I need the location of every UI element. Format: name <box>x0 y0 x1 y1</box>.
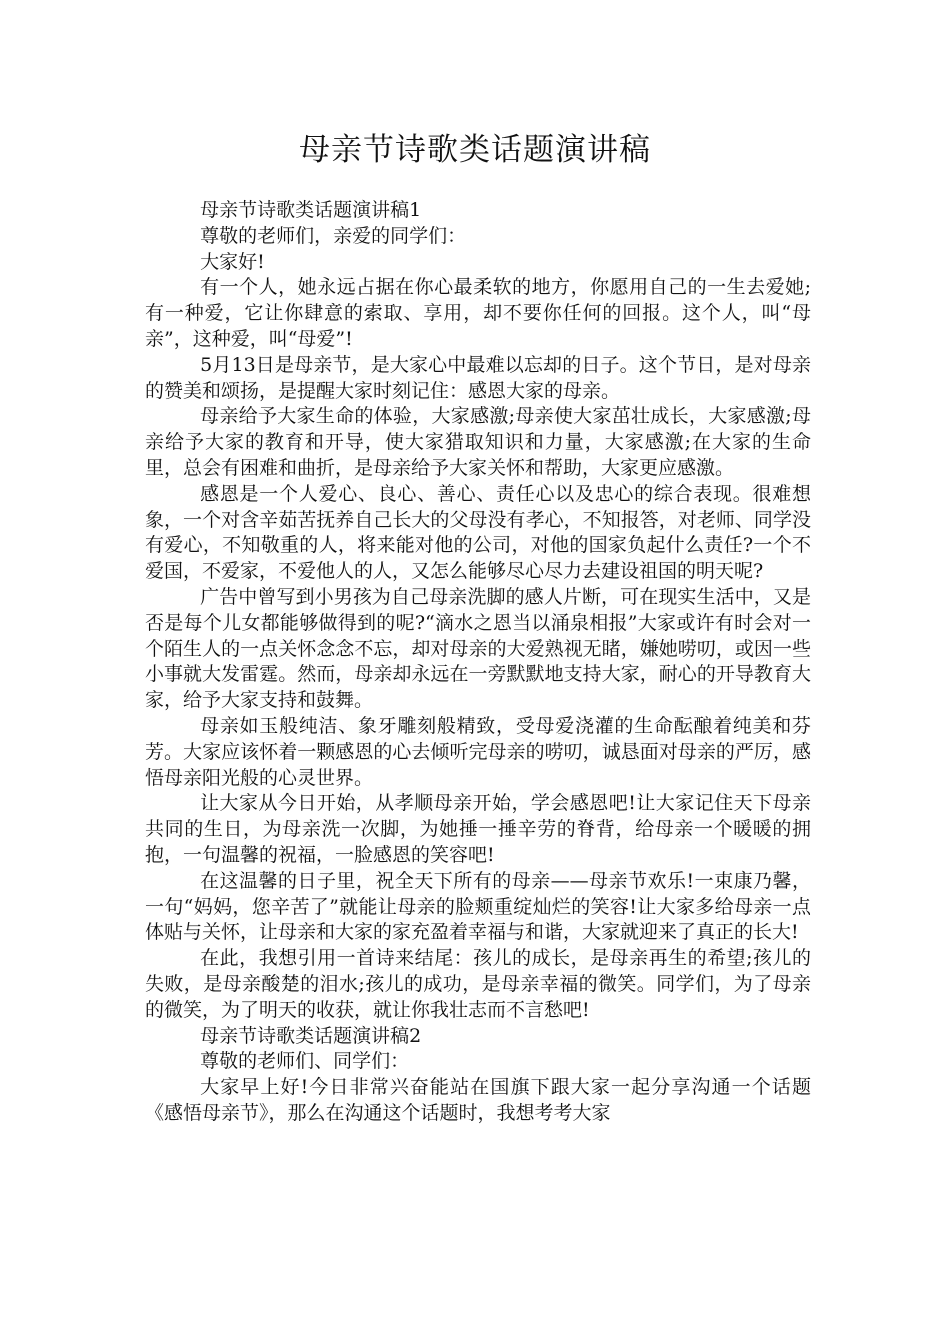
paragraph: 让大家从今日开始，从孝顺母亲开始，学会感恩吧!让大家记住天下母亲共同的生日，为母亲洗一次脚，为她捶一捶辛劳的脊背，给母亲一个暖暖的拥抱，一句温馨的祝福，一脸感恩的笑容吧! <box>145 792 811 866</box>
document-title: 母亲节诗歌类话题演讲稿 <box>299 132 651 168</box>
document-body <box>145 198 811 1127</box>
section-heading-1: 母亲节诗歌类话题演讲稿1 <box>200 199 422 221</box>
paragraph: 大家早上好!今日非常兴奋能站在国旗下跟大家一起分享沟通一个话题《感悟母亲节》，那么在沟通这个话题时，我想考考大家 <box>145 1076 811 1124</box>
paragraph: 在此，我想引用一首诗来结尾：孩儿的成长，是母亲再生的希望;孩儿的失败，是母亲酸楚的泪水;孩儿的成功，是母亲幸福的微笑。同学们，为了母亲的微笑，为了明天的收获，就让你我壮志而不言愁吧! <box>145 947 811 1021</box>
paragraph: 母亲给予大家生命的体验，大家感激;母亲使大家茁壮成长，大家感激;母亲给予大家的教育和开导，使大家猎取知识和力量，大家感激;在大家的生命里，总会有困难和曲折，是母亲给予大家关怀和帮助，大家更应感激。 <box>145 405 811 479</box>
paragraph: 有一个人，她永远占据在你心最柔软的地方，你愿用自己的一生去爱她;有一种爱，它让你肆意的索取、享用，却不要你任何的回报。这个人，叫“母亲”，这种爱，叫“母爱”! <box>145 276 811 350</box>
greeting: 大家好! <box>200 250 265 273</box>
paragraph: 母亲如玉般纯洁、象牙雕刻般精致，受母爱浇灌的生命酝酿着纯美和芬芳。大家应该怀着一颗感恩的心去倾听完母亲的唠叨，诚恳面对母亲的严厉，感悟母亲阳光般的心灵世界。 <box>145 714 811 789</box>
salutation: 尊敬的老师们、同学们： <box>200 1050 410 1073</box>
paragraph: 5月13日是母亲节，是大家心中最难以忘却的日子。这个节日，是对母亲的赞美和颂扬，是提醒大家时刻记住：感恩大家的母亲。 <box>145 353 811 402</box>
paragraph: 感恩是一个人爱心、良心、善心、责任心以及忠心的综合表现。很难想象，一个对含辛茹苦抚养自己长大的父母没有孝心，不知报答，对老师、同学没有爱心，不知敬重的人，将来能对他的公司，对他的国家负起什么责任?一个不爱国，不爱家，不爱他人的人，又怎么能够尽心尽力去建设祖国的明天呢? <box>145 482 811 583</box>
section-heading-2: 母亲节诗歌类话题演讲稿2 <box>200 1024 422 1047</box>
paragraph: 广告中曾写到小男孩为自己母亲洗脚的感人片断，可在现实生活中，又是否是每个儿女都能够做得到的呢?“滴水之恩当以涌泉相报”大家或许有时会对一个陌生人的一点关怀念念不忘，却对母亲的大爱熟视无睹，嫌她唠叨，或因一些小事就大发雷霆。然而，母亲却永远在一旁默默地支持大家，耐心的开导教育大家，给予大家支持和鼓舞。 <box>145 585 811 712</box>
paragraph: 在这温馨的日子里，祝全天下所有的母亲——母亲节欢乐!一束康乃馨，一句“妈妈，您辛苦了”就能让母亲的脸颊重绽灿烂的笑容!让大家多给母亲一点体贴与关怀，让母亲和大家的家充盈着幸福与和谐，大家就迎来了真正的长大! <box>145 869 811 944</box>
salutation: 尊敬的老师们，亲爱的同学们： <box>200 224 467 247</box>
